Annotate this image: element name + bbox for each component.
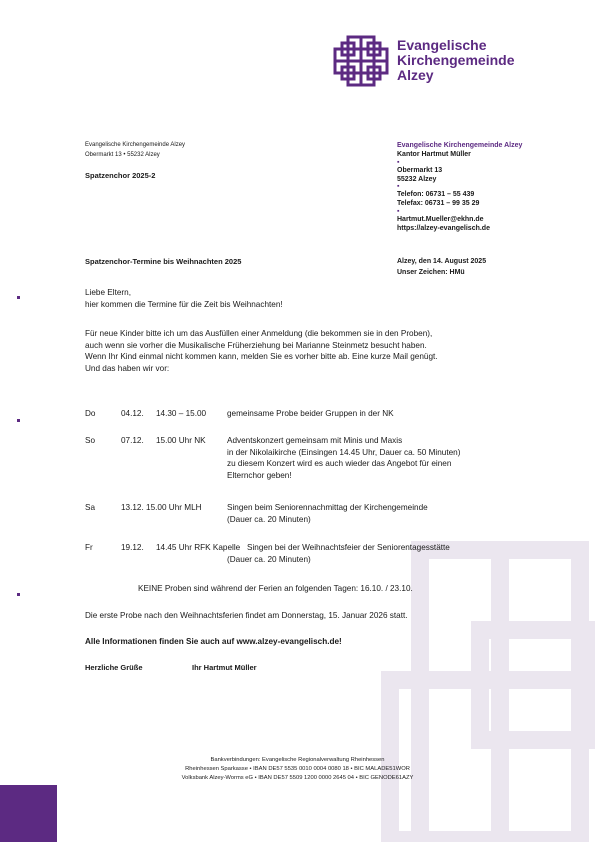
- fold-mark: [17, 296, 20, 299]
- event-day: Sa: [85, 503, 96, 512]
- event-date-time: 13.12. 15.00 Uhr MLH: [121, 503, 202, 512]
- paragraph-line: Wenn Ihr Kind einmal nicht kommen kann, melden Sie es vorher bitte ab. Eine kurze Mail genügt.: [85, 352, 438, 361]
- fold-mark: [17, 593, 20, 596]
- event-time: 14.30 – 15.00: [156, 409, 207, 418]
- reference-line: Unser Zeichen: HMü: [397, 269, 465, 276]
- contact-city: 55232 Alzey: [397, 175, 437, 183]
- church-logo-icon: [333, 35, 391, 87]
- event-description-line: Singen beim Seniorennachmittag der Kirchengemeinde: [227, 503, 428, 512]
- event-day: Do: [85, 409, 96, 418]
- event-day: Fr: [85, 543, 93, 552]
- contact-block: [397, 141, 587, 233]
- event-description: [227, 554, 527, 566]
- footer-line-1: Bankverbindungen: Evangelische Regionalverwaltung Rheinhessen: [210, 757, 385, 763]
- paragraph-line: auch wenn sie vorher die Musikalische Früherziehung bei Marianne Steinmetz besucht haben.: [85, 340, 427, 350]
- logo-line-3: Alzey: [397, 67, 434, 83]
- date-line: Alzey, den 14. August 2025: [397, 258, 487, 265]
- event-description: [227, 435, 527, 481]
- info-line: Alle Informationen finden Sie auch auf www.alzey-evangelisch.de!: [85, 637, 342, 646]
- event-date: 07.12.: [121, 436, 144, 445]
- event-description-line: (Dauer ca. 20 Minuten): [227, 554, 311, 564]
- sender-address: [85, 140, 185, 160]
- event-description-line: in der Nikolaikirche (Einsingen 14.45 Uhr, Dauer ca. 50 Minuten): [227, 447, 461, 457]
- logo-line-1: Evangelische: [397, 37, 487, 53]
- reference-subject: Spatzenchor 2025-2: [85, 171, 156, 180]
- bullet-icon: ▪: [397, 207, 400, 215]
- event-description: [227, 408, 527, 420]
- contact-fax: Telefax: 06731 – 99 35 29: [397, 200, 480, 208]
- fold-mark: [17, 419, 20, 422]
- first-rehearsal-note: Die erste Probe nach den Weihnachtsferien findet am Donnerstag, 15. Januar 2026 statt.: [85, 611, 408, 620]
- intro-paragraph: [85, 328, 545, 374]
- logo-wordmark: [397, 38, 514, 83]
- event-description: [227, 502, 527, 525]
- event-date: 04.12.: [121, 409, 144, 418]
- holiday-note: KEINE Proben sind während der Ferien an folgenden Tagen: 16.10. / 23.10.: [138, 584, 413, 593]
- bank-footer: [0, 756, 595, 783]
- signature: Ihr Hartmut Müller: [192, 663, 257, 672]
- paragraph-line: Für neue Kinder bitte ich um das Ausfüllen einer Anmeldung (die bekommen sie in den Proben),: [85, 329, 433, 338]
- bullet-icon: ▪: [397, 183, 400, 191]
- logo-line-2: Kirchengemeinde: [397, 52, 515, 68]
- letter-subject: Spatzenchor-Termine bis Weihnachten 2025: [85, 257, 242, 266]
- bullet-icon: ▪: [397, 158, 400, 166]
- contact-email[interactable]: Hartmut.Mueller@ekhn.de: [397, 215, 484, 223]
- closing: Herzliche Grüße: [85, 663, 143, 672]
- paragraph-line: Und das haben wir vor:: [85, 363, 170, 373]
- footer-line-3: Volksbank Alzey-Worms eG • IBAN DE57 5509 1200 0000 2645 04 • BIC GENODE61AZY: [181, 775, 414, 781]
- contact-org: Evangelische Kirchengemeinde Alzey: [397, 142, 523, 149]
- event-description-line: (Dauer ca. 20 Minuten): [227, 514, 311, 524]
- contact-phone: Telefon: 06731 – 55 439: [397, 191, 475, 199]
- contact-street: Obermarkt 13: [397, 166, 443, 174]
- contact-name: Kantor Hartmut Müller: [397, 151, 471, 159]
- event-time-description: 14.45 Uhr RFK Kapelle Singen bei der Weihnachtsfeier der Seniorentagesstätte: [156, 543, 450, 552]
- greeting-block: [85, 287, 545, 310]
- date-block: [397, 256, 486, 278]
- event-description-line: Elternchor geben!: [227, 470, 292, 480]
- event-description-line: zu diesem Konzert wird es auch wieder das Angebot für einen: [227, 459, 452, 468]
- sender-line-1: Evangelische Kirchengemeinde Alzey: [85, 142, 186, 148]
- sender-line-2: Obermarkt 13 • 55232 Alzey: [85, 152, 160, 158]
- event-description-line: gemeinsame Probe beider Gruppen in der NK: [227, 409, 394, 418]
- event-time: 15.00 Uhr NK: [156, 436, 206, 445]
- footer-line-2: Rheinhessen Sparkasse • IBAN DE57 5535 0010 0004 0080 18 • BIC MALADE51WOR: [185, 766, 410, 772]
- intro-line: hier kommen die Termine für die Zeit bis Weihnachten!: [85, 299, 283, 309]
- event-date: 19.12.: [121, 543, 144, 552]
- event-day: So: [85, 436, 96, 445]
- event-description-line: Adventskonzert gemeinsam mit Minis und Maxis: [227, 436, 403, 445]
- greeting: Liebe Eltern,: [85, 288, 131, 297]
- contact-web[interactable]: https://alzey-evangelisch.de: [397, 225, 490, 233]
- corner-color-block: [0, 785, 57, 842]
